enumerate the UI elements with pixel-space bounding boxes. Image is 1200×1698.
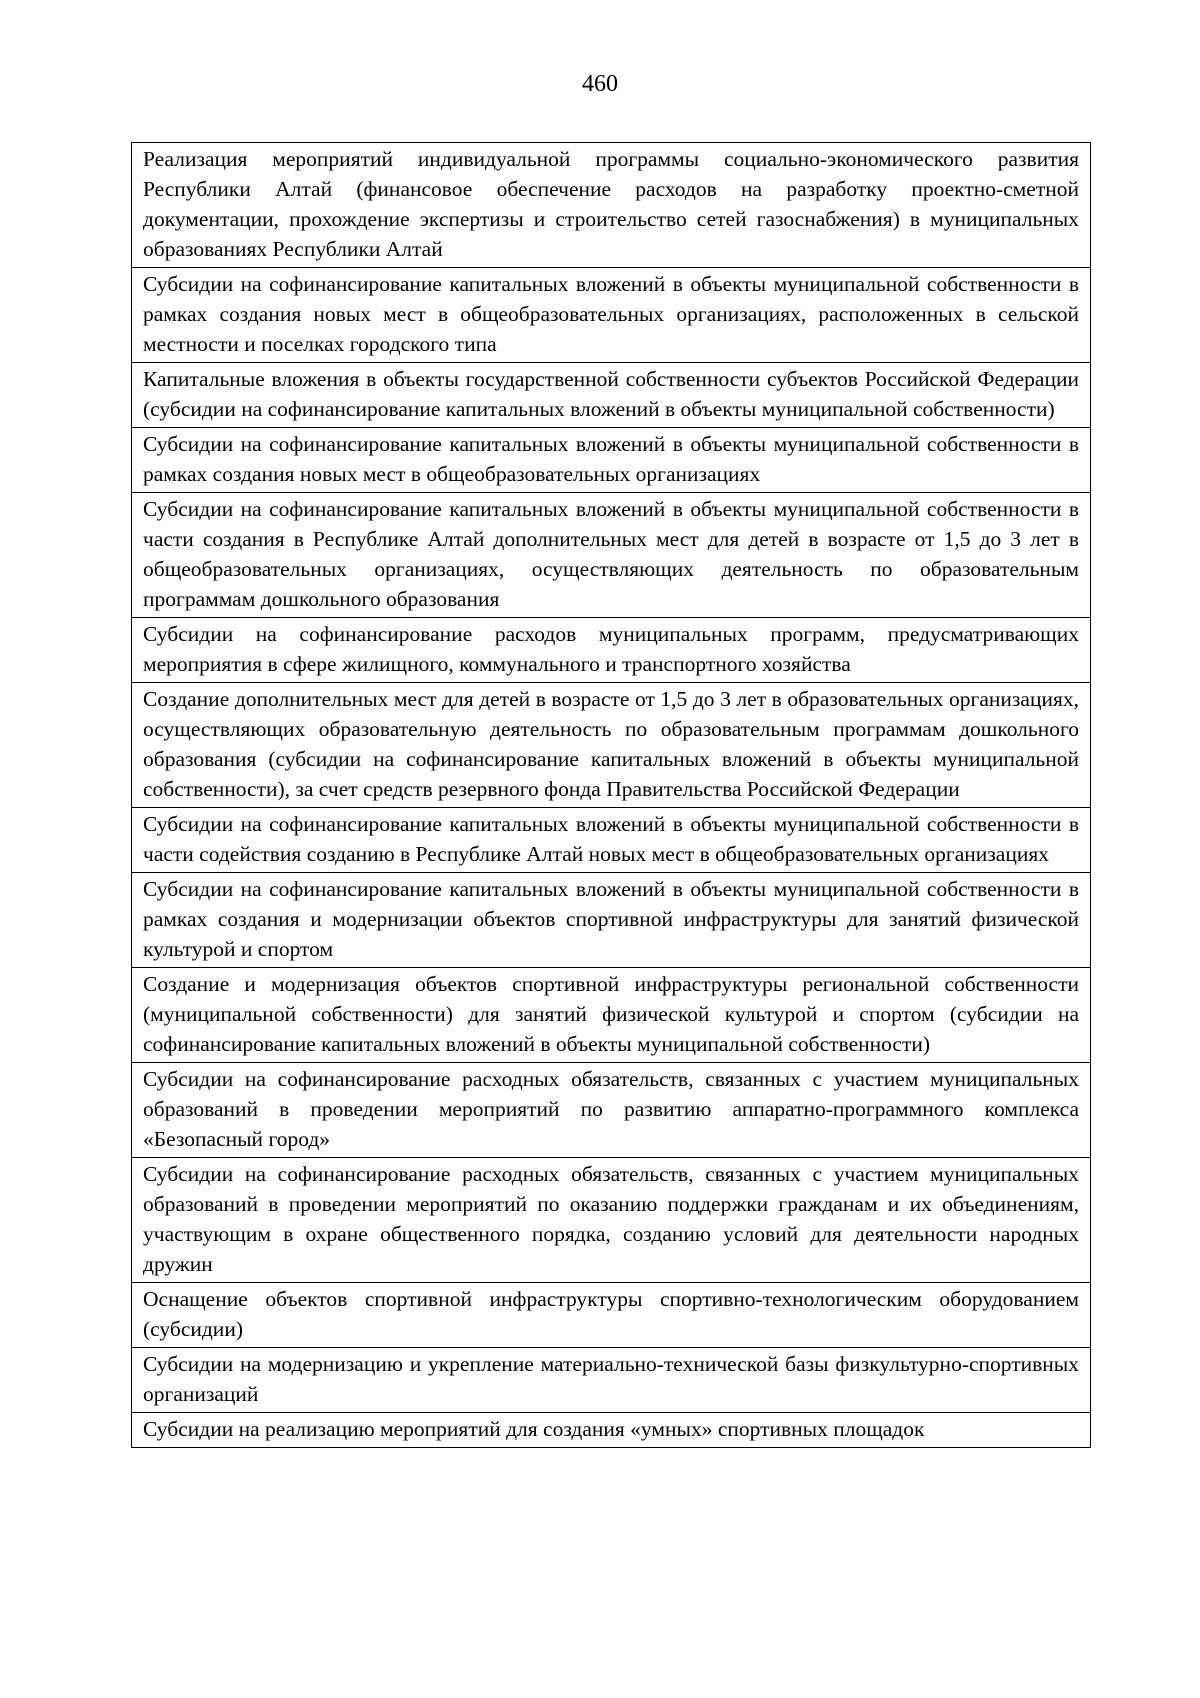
table-cell: Оснащение объектов спортивной инфраструктуры спортивно-технологическим оборудованием (субсидии): [132, 1283, 1091, 1348]
table-cell: Создание дополнительных мест для детей в возрасте от 1,5 до 3 лет в образовательных организациях, осуществляющих образовательную деятельность по образовательным программам дошкольного образования (субсидии на софинансирование капитальных вложений в объекты муниципальной собственности), за счет средств резервного фонда Правительства Российской Федерации: [132, 683, 1091, 808]
table-row: [132, 683, 1091, 808]
table-cell: Субсидии на софинансирование расходных обязательств, связанных с участием муниципальных образований в проведении мероприятий по развитию аппаратно-программного комплекса «Безопасный город»: [132, 1063, 1091, 1158]
table-row: [132, 618, 1091, 683]
document-table: [131, 142, 1091, 1448]
table-cell: Реализация мероприятий индивидуальной программы социально-экономического развития Республики Алтай (финансовое обеспечение расходов на разработку проектно-сметной документации, прохождение экспертизы и строительство сетей газоснабжения) в муниципальных образованиях Республики Алтай: [132, 143, 1091, 268]
table-row: [132, 428, 1091, 493]
table-cell: Капитальные вложения в объекты государственной собственности субъектов Российской Федерации (субсидии на софинансирование капитальных вложений в объекты муниципальной собственности): [132, 363, 1091, 428]
table-cell: Субсидии на софинансирование расходных обязательств, связанных с участием муниципальных образований в проведении мероприятий по оказанию поддержки гражданам и их объединениям, участвующим в охране общественного порядка, созданию условий для деятельности народных дружин: [132, 1158, 1091, 1283]
table-row: [132, 143, 1091, 268]
table-row: [132, 1348, 1091, 1413]
table-row: [132, 363, 1091, 428]
table-row: [132, 968, 1091, 1063]
table-cell: Субсидии на софинансирование капитальных вложений в объекты муниципальной собственности в части содействия созданию в Республике Алтай новых мест в общеобразовательных организациях: [132, 808, 1091, 873]
table-cell: Субсидии на софинансирование капитальных вложений в объекты муниципальной собственности в рамках создания новых мест в общеобразовательных организациях, расположенных в сельской местности и поселках городского типа: [132, 268, 1091, 363]
table-cell: Субсидии на реализацию мероприятий для создания «умных» спортивных площадок: [132, 1413, 1091, 1448]
table-cell: Создание и модернизация объектов спортивной инфраструктуры региональной собственности (муниципальной собственности) для занятий физической культурой и спортом (субсидии на софинансирование капитальных вложений в объекты муниципальной собственности): [132, 968, 1091, 1063]
table-row: [132, 268, 1091, 363]
table-cell: Субсидии на софинансирование капитальных вложений в объекты муниципальной собственности в части создания в Республике Алтай дополнительных мест для детей в возрасте от 1,5 до 3 лет в общеобразовательных организациях, осуществляющих деятельность по образовательным программам дошкольного образования: [132, 493, 1091, 618]
table-cell: Субсидии на софинансирование капитальных вложений в объекты муниципальной собственности в рамках создания новых мест в общеобразовательных организациях: [132, 428, 1091, 493]
page-number: 460: [582, 71, 618, 97]
table-row: [132, 1158, 1091, 1283]
table-cell: Субсидии на софинансирование расходов муниципальных программ, предусматривающих мероприятия в сфере жилищного, коммунального и транспортного хозяйства: [132, 618, 1091, 683]
table-row: [132, 1283, 1091, 1348]
table-row: [132, 808, 1091, 873]
table-row: [132, 1413, 1091, 1448]
table-row: [132, 493, 1091, 618]
table-cell: Субсидии на софинансирование капитальных вложений в объекты муниципальной собственности в рамках создания и модернизации объектов спортивной инфраструктуры для занятий физической культурой и спортом: [132, 873, 1091, 968]
table-row: [132, 1063, 1091, 1158]
table-cell: Субсидии на модернизацию и укрепление материально-технической базы физкультурно-спортивных организаций: [132, 1348, 1091, 1413]
table-row: [132, 873, 1091, 968]
